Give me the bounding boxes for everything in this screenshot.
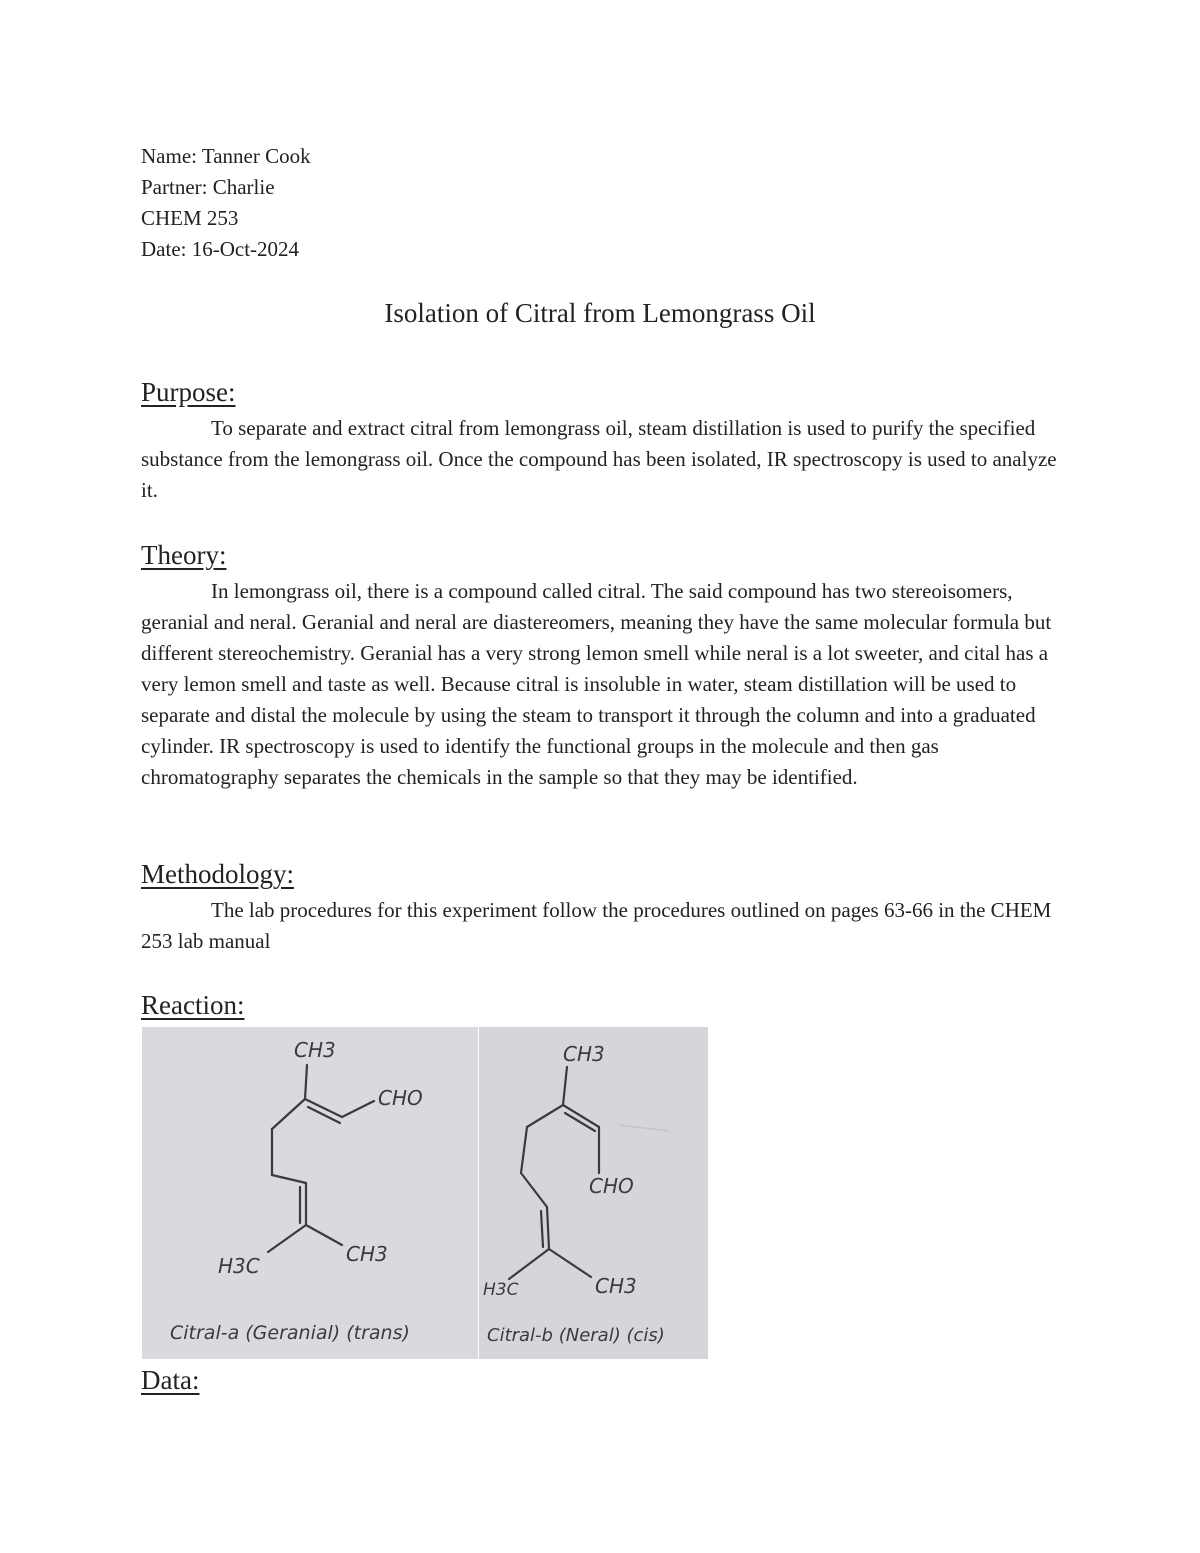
geranial-label-top: CH3	[294, 1038, 336, 1062]
methodology-heading: Methodology:	[141, 859, 294, 889]
geranial-label-left: H3C	[218, 1254, 260, 1278]
neral-label-left: H3C	[483, 1280, 519, 1300]
partner-name: Partner: Charlie	[141, 175, 275, 199]
neral-label-bottom-right: CH3	[595, 1274, 637, 1298]
neral-caption: Citral-b (Neral) (cis)	[487, 1325, 665, 1346]
reaction-heading: Reaction:	[141, 990, 245, 1020]
geranial-structure-photo	[142, 1027, 478, 1359]
theory-paragraph: In lemongrass oil, there is a compound called citral. The said compound has two stereoisomers, geranial and neral. Geranial and neral are diastereomers, meaning they have the same molecular formula but different stereochemistry. Geranial has a very strong lemon smell while neral is a lot sweeter, and cital has a very lemon smell and taste as well. Because citral is insoluble in water, steam distillation will be used to separate and distal the molecule by using the steam to transport it through the column and into a graduated cylinder. IR spectroscopy is used to identify the functional groups in the molecule and then gas chromatography separates the chemicals in the sample so that they may be identified.	[141, 579, 1052, 789]
student-name: Name: Tanner Cook	[141, 144, 311, 168]
data-heading: Data:	[141, 1365, 200, 1395]
neral-label-right: CHO	[589, 1174, 634, 1198]
theory-heading: Theory:	[141, 540, 227, 570]
geranial-label-right: CHO	[378, 1086, 423, 1110]
neral-label-top: CH3	[563, 1042, 605, 1066]
methodology-paragraph: The lab procedures for this experiment follow the procedures outlined on pages 63-66 in the CHEM 253 lab manual	[141, 898, 1052, 953]
course-code: CHEM 253	[141, 206, 239, 230]
neral-structure-drawing	[479, 1027, 708, 1359]
reaction-figure	[142, 1027, 708, 1359]
geranial-caption: Citral-a (Geranial) (trans)	[170, 1322, 410, 1344]
geranial-label-bottom-right: CH3	[346, 1242, 388, 1266]
neral-structure-photo	[479, 1027, 708, 1359]
purpose-paragraph: To separate and extract citral from lemongrass oil, steam distillation is used to purify the specified substance from the lemongrass oil. Once the compound has been isolated, IR spectroscopy is used to analyze it.	[141, 416, 1057, 502]
document-title: Isolation of Citral from Lemongrass Oil	[384, 298, 816, 328]
purpose-heading: Purpose:	[141, 377, 236, 407]
header-block	[141, 141, 311, 265]
geranial-structure-drawing	[142, 1027, 478, 1359]
report-date: Date: 16-Oct-2024	[141, 237, 300, 261]
